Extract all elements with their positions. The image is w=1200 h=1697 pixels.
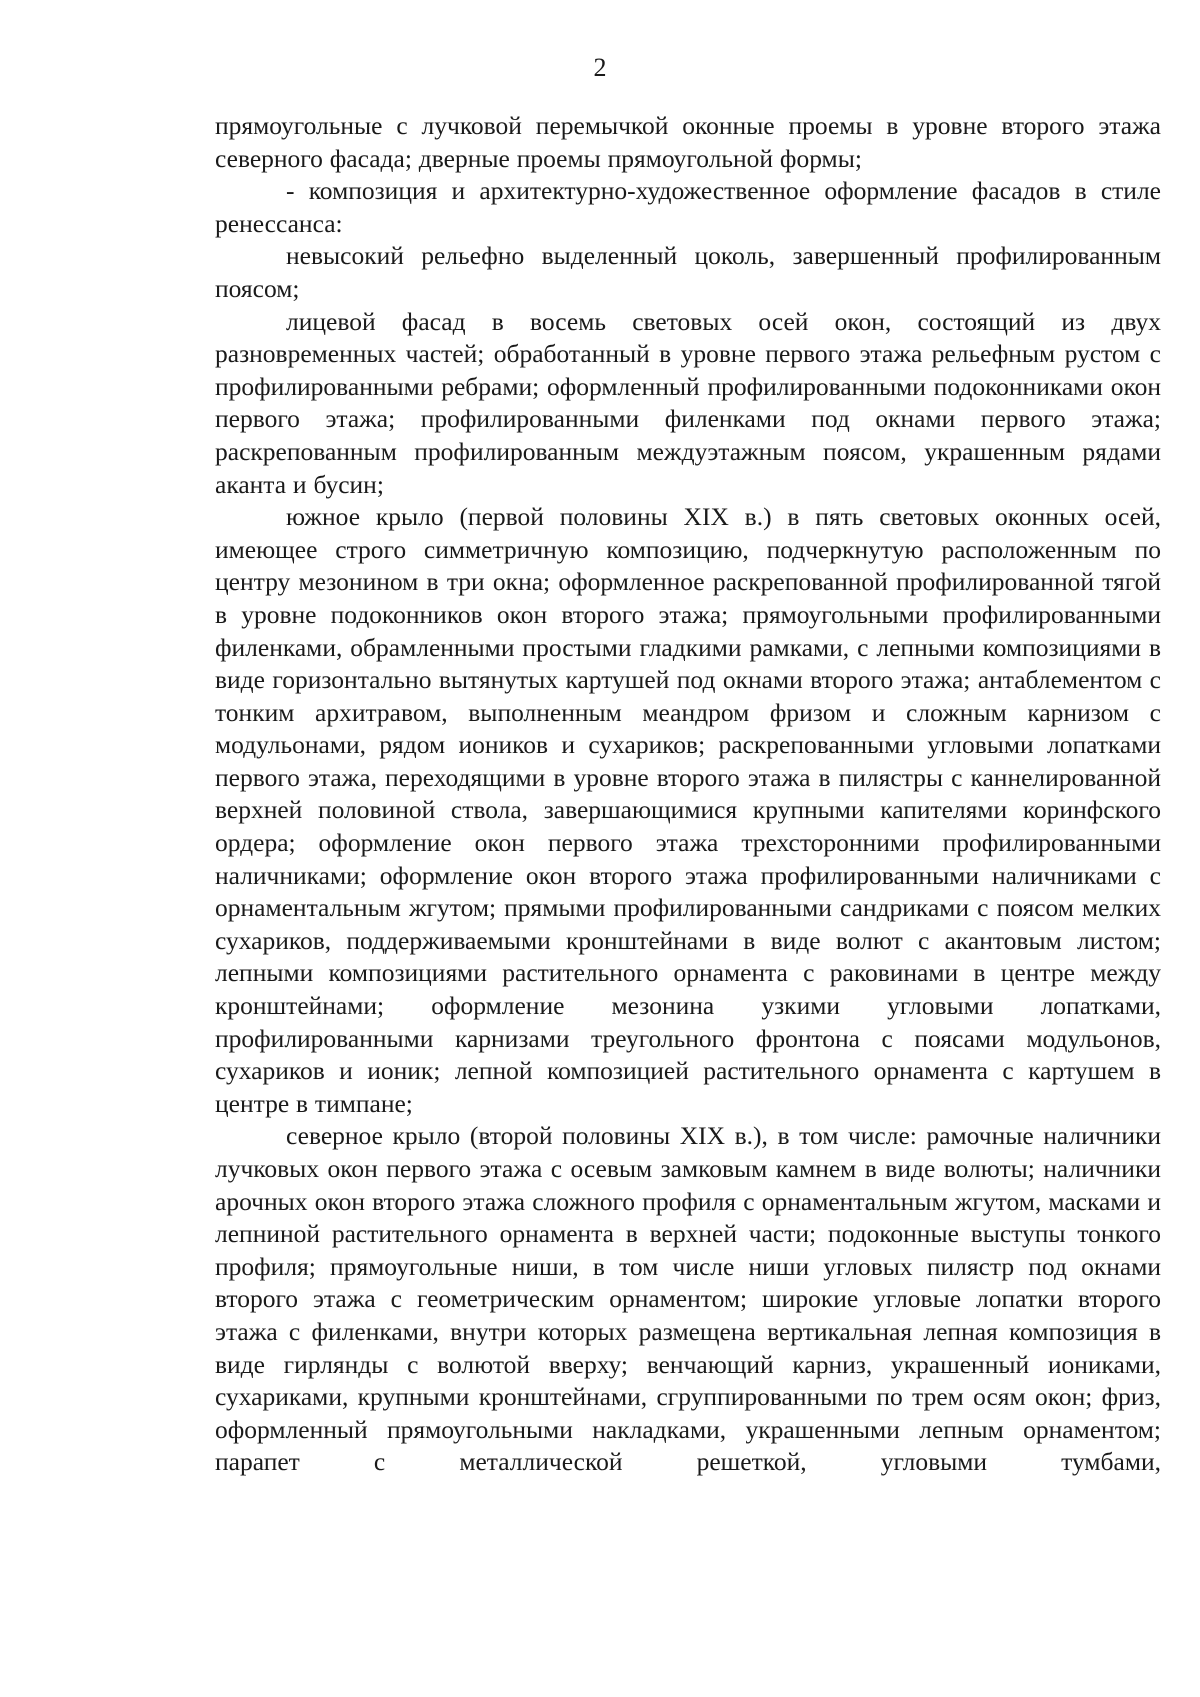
document-body bbox=[215, 110, 1161, 1479]
paragraph-windows-doors: прямоугольные с лучковой перемычкой оконные проемы в уровне второго этажа северного фасада; дверные проемы прямоугольной формы; bbox=[215, 111, 1161, 173]
paragraph-plinth: невысокий рельефно выделенный цоколь, завершенный профилированным поясом; bbox=[215, 241, 1161, 303]
paragraph-main-facade: лицевой фасад в восемь световых осей окон, состоящий из двух разновременных частей; обработанный в уровне первого этажа рельефным рустом с профилированными ребрами; оформленный профилированными подоконниками окон первого этажа; профилированными филенками под окнами первого этажа; раскрепованным профилированным междуэтажным поясом, украшенным рядами аканта и бусин; bbox=[215, 306, 1161, 499]
paragraph-south-wing: южное крыло (первой половины XIX в.) в пять световых оконных осей, имеющее строго симметричную композицию, подчеркнутую расположенным по центру мезонином в три окна; оформленное раскрепованной профилированной тягой в уровне подоконников окон второго этажа; прямоугольными профилированными филенками, обрамленными простыми гладкими рамками, с лепными композициями в виде горизонтально вытянутых картушей под окнами второго этажа; антаблементом с тонким архитравом, выполненным меандром фризом и сложным карнизом с модульонами, рядом иоников и сухариков; раскрепованными угловыми лопатками первого этажа, переходящими в уровне второго этажа в пилястры с каннелированной верхней половиной ствола, завершающимися крупными капителями коринфского ордера; оформление окон первого этажа трехсторонними профилированными наличниками; оформление окон второго этажа профилированными наличниками с орнаментальным жгутом; прямыми профилированными сандриками с поясом мелких сухариков, поддерживаемыми кронштейнами в виде волют с акантовым листом; лепными композициями растительного орнамента с раковинами в центре между кронштейнами; оформление мезонина узкими угловыми лопатками, профилированными карнизами треугольного фронтона с поясами модульонов, сухариков и ионик; лепной композицией растительного орнамента с картушем в центре в тимпане; bbox=[215, 502, 1161, 1118]
paragraph-north-wing: северное крыло (второй половины XIX в.), в том числе: рамочные наличники лучковых окон первого этажа с осевым замковым камнем в виде волюты; наличники арочных окон второго этажа сложного профиля с орнаментальным жгутом, масками и лепниной растительного орнамента в верхней части; подоконные выступы тонкого профиля; прямоугольные ниши, в том числе ниши угловых пилястр под окнами второго этажа с геометрическим орнаментом; широкие угловые лопатки второго этажа с филенками, внутри которых размещена вертикальная лепная композиция в виде гирлянды с волютой вверху; венчающий карниз, украшенный иониками, сухариками, крупными кронштейнами, сгруппированными по трем осям окон; фриз, оформленный прямоугольными накладками, украшенными лепным орнаментом; парапет с металлической решеткой, угловыми тумбами, bbox=[215, 1121, 1161, 1477]
page-number: 2 bbox=[593, 53, 607, 82]
paragraph-composition: - композиция и архитектурно-художественное оформление фасадов в стиле ренессанса: bbox=[215, 176, 1161, 238]
